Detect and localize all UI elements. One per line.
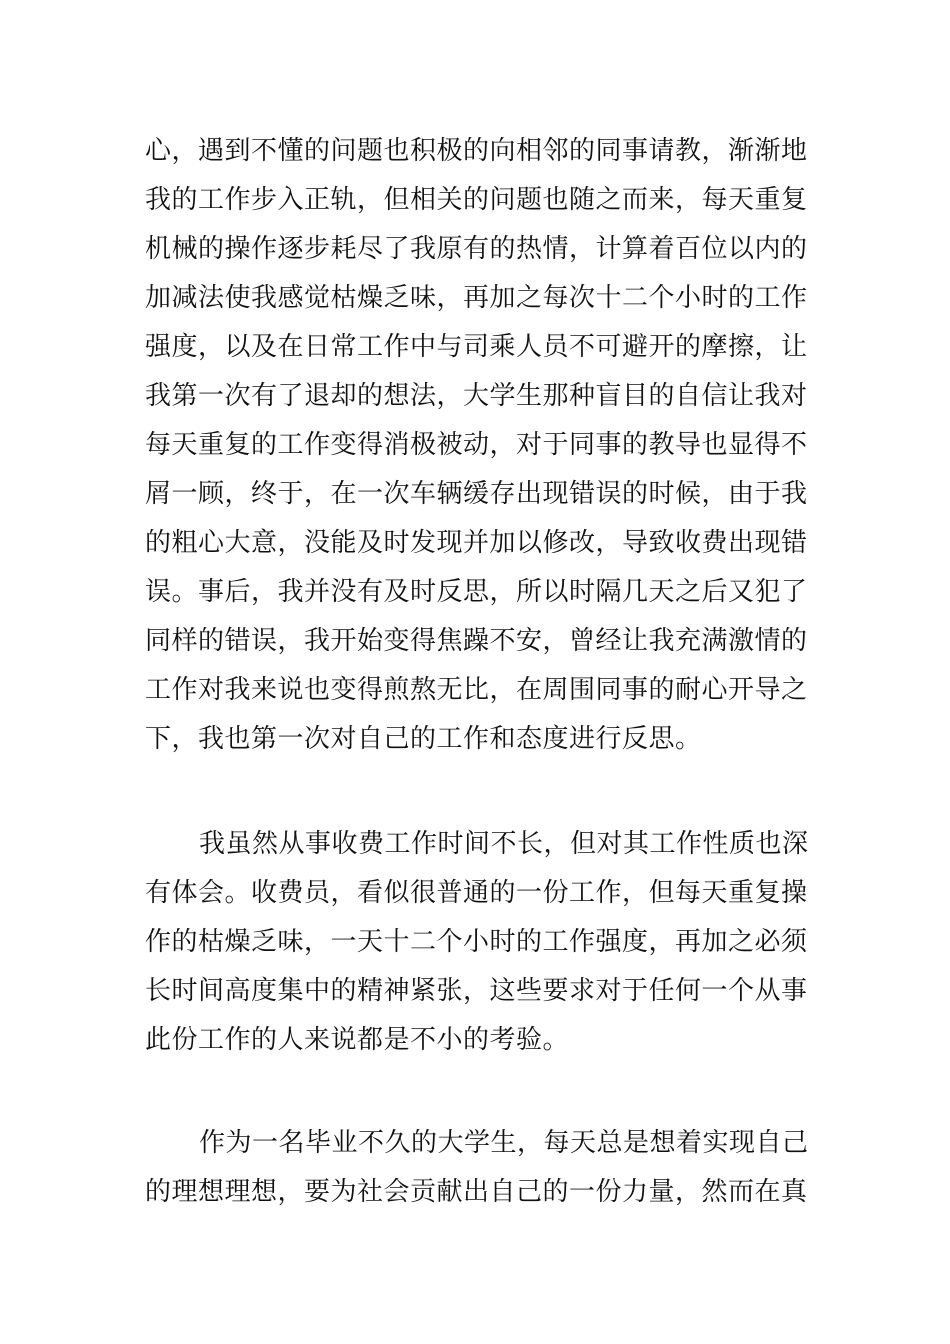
paragraph-1 <box>145 127 810 764</box>
text-line: 的理想理想，要为社会贡献出自己的一份力量，然而在真 <box>145 1177 808 1207</box>
text-line: 心，遇到不懂的问题也积极的向相邻的同事请教，渐渐地 <box>145 136 808 166</box>
text-line: 我虽然从事收费工作时间不长，但对其工作性质也深 <box>199 829 809 859</box>
text-line: 每天重复的工作变得消极被动，对于同事的教导也显得不 <box>145 430 808 460</box>
text-line: 我第一次有了退却的想法，大学生那种盲目的自信让我对 <box>145 381 808 411</box>
text-line: 强度，以及在日常工作中与司乘人员不可避开的摩擦，让 <box>145 332 808 362</box>
text-line: 屑一顾，终于，在一次车辆缓存出现错误的时候，由于我 <box>145 479 808 509</box>
text-line: 作的枯燥乏味，一天十二个小时的工作强度，再加之必须 <box>145 927 808 957</box>
paragraph-3 <box>145 1119 810 1217</box>
text-line: 作为一名毕业不久的大学生，每天总是想着实现自己 <box>199 1128 809 1158</box>
text-line: 我的工作步入正轨，但相关的问题也随之而来，每天重复 <box>145 185 808 215</box>
text-line: 的粗心大意，没能及时发现并加以修改，导致收费出现错 <box>145 528 808 558</box>
text-line: 误。事后，我并没有及时反思，所以时隔几天之后又犯了 <box>145 577 808 607</box>
text-line: 工作对我来说也变得煎熬无比，在周围同事的耐心开导之 <box>145 675 808 705</box>
paragraph-2 <box>145 820 810 1065</box>
text-line: 同样的错误，我开始变得焦躁不安，曾经让我充满激情的 <box>145 626 808 656</box>
text-line: 此份工作的人来说都是不小的考验。 <box>145 1025 570 1055</box>
text-line: 有体会。收费员，看似很普通的一份工作，但每天重复操 <box>145 878 808 908</box>
text-line: 机械的操作逐步耗尽了我原有的热情，计算着百位以内的 <box>145 234 808 264</box>
text-line: 长时间高度集中的精神紧张，这些要求对于任何一个从事 <box>145 976 808 1006</box>
text-line: 加减法使我感觉枯燥乏味，再加之每次十二个小时的工作 <box>145 283 808 313</box>
text-line: 下，我也第一次对自己的工作和态度进行反思。 <box>145 724 702 754</box>
